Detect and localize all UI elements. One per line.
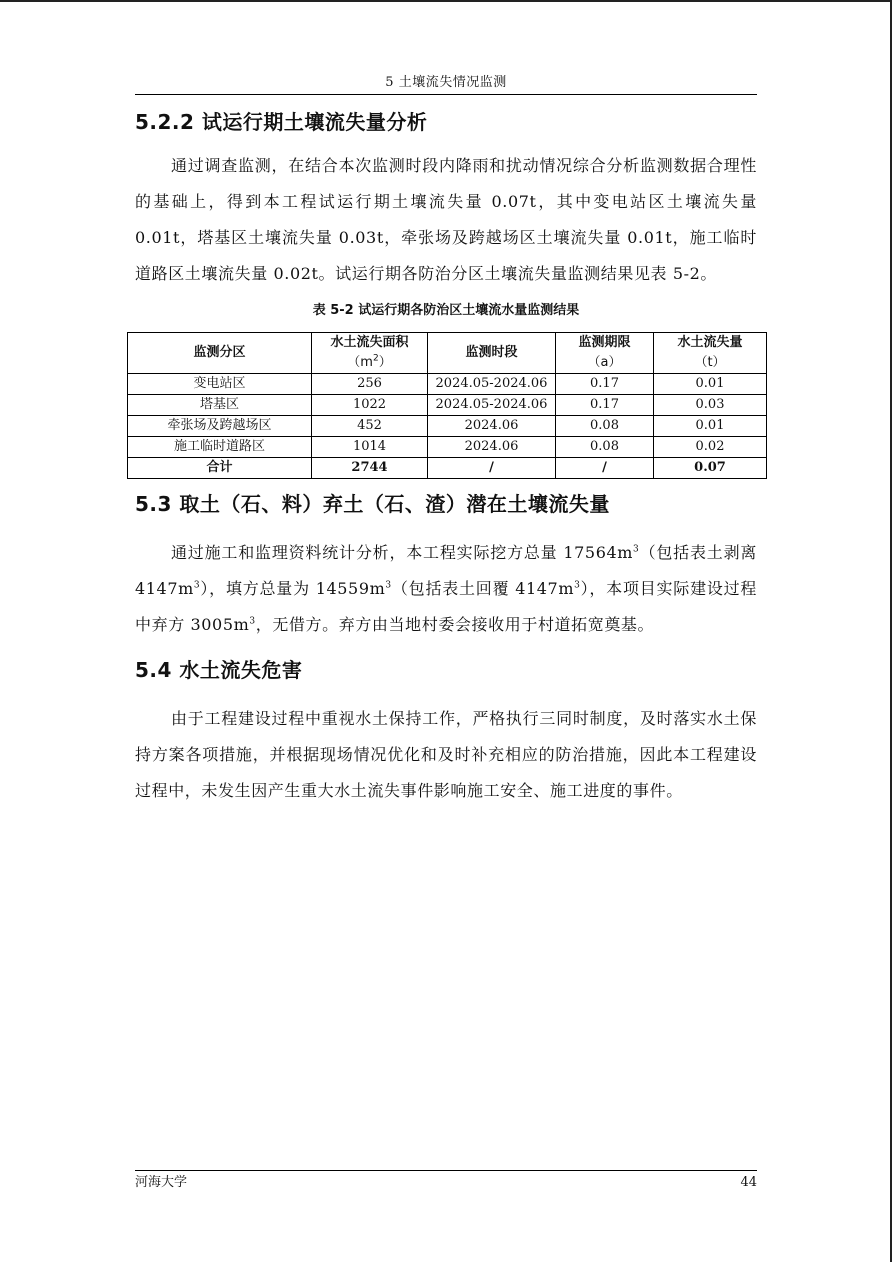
- cell-term: 0.17: [556, 395, 654, 416]
- table-header-row: [128, 333, 767, 374]
- section-paragraph-5-2-2: 通过调查监测，在结合本次监测时段内降雨和扰动情况综合分析监测数据合理性的基础上，得到本工程试运行期土壤流失量 0.07t，其中变电站区土壤流失量 0.01t，塔基区土壤流失量 0.03t，牵张场及跨越场区土壤流失量 0.01t，施工临时道路区土壤流失量 0.02t。试运行期各防治分区土壤流失量监测结果见表 5-2。: [135, 156, 757, 283]
- cell-loss: 0.01: [654, 374, 767, 395]
- section-heading-5-2-2: 5.2.2 试运行期土壤流失量分析: [135, 110, 428, 134]
- header-period: 监测时段: [428, 333, 556, 374]
- cell-term: 0.08: [556, 437, 654, 458]
- section-paragraph-5-3: 通过施工和监理资料统计分析，本工程实际挖方总量 $17564m^3$（包括表土剥离 $4147m^3$），填方总量为 $14559m^3$（包括表土回覆 $4147m^3$），本项目实际建设过程中弃方 $3005m^3$，无借方。弃方由当地村委会接收用于村道拓宽奠基。: [135, 543, 757, 634]
- running-header: 5 土壤流失情况监测: [385, 75, 507, 90]
- table-caption: 表 5-2 试运行期各防治区土壤流水量监测结果: [312, 303, 580, 318]
- cell-zone: 牵张场及跨越场区: [128, 416, 312, 437]
- table-total-row: [128, 458, 767, 479]
- header-zone: 监测分区: [128, 333, 312, 374]
- total-zone: 合计: [128, 458, 312, 479]
- cell-area: 1014: [312, 437, 428, 458]
- cell-area: 452: [312, 416, 428, 437]
- monitoring-results-table: [127, 332, 767, 479]
- cell-area: 256: [312, 374, 428, 395]
- total-area: 2744: [312, 458, 428, 479]
- page-number: 44: [740, 1175, 757, 1190]
- table-row: [128, 416, 767, 437]
- footer-institution: 河海大学: [135, 1175, 188, 1190]
- cell-loss: 0.01: [654, 416, 767, 437]
- table-row: [128, 374, 767, 395]
- cell-zone: 变电站区: [128, 374, 312, 395]
- cell-term: 0.08: [556, 416, 654, 437]
- total-period: /: [428, 458, 556, 479]
- header-loss: 水土流失量 （t）: [654, 333, 767, 374]
- header-term: 监测期限 （a）: [556, 333, 654, 374]
- header-rule: [135, 94, 757, 95]
- cell-period: 2024.06: [428, 416, 556, 437]
- table-row: [128, 395, 767, 416]
- total-term: /: [556, 458, 654, 479]
- cell-area: 1022: [312, 395, 428, 416]
- page-top-border: [0, 0, 892, 2]
- section-paragraph-5-4: 由于工程建设过程中重视水土保持工作，严格执行三同时制度，及时落实水土保持方案各项措施，并根据现场情况优化和及时补充相应的防治措施，因此本工程建设过程中，未发生因产生重大水土流失事件影响施工安全、施工进度的事件。: [135, 709, 757, 800]
- cell-period: 2024.05-2024.06: [428, 395, 556, 416]
- footer-rule: [135, 1170, 757, 1171]
- cell-zone: 塔基区: [128, 395, 312, 416]
- section-heading-5-3: 5.3 取土（石、料）弃土（石、渣）潜在土壤流失量: [135, 492, 610, 516]
- table-row: [128, 437, 767, 458]
- cell-loss: 0.03: [654, 395, 767, 416]
- cell-term: 0.17: [556, 374, 654, 395]
- cell-zone: 施工临时道路区: [128, 437, 312, 458]
- total-loss: 0.07: [654, 458, 767, 479]
- cell-loss: 0.02: [654, 437, 767, 458]
- cell-period: 2024.06: [428, 437, 556, 458]
- section-heading-5-4: 5.4 水土流失危害: [135, 658, 303, 682]
- header-area: 水土流失面积 $(m^2)$: [312, 333, 428, 374]
- cell-period: 2024.05-2024.06: [428, 374, 556, 395]
